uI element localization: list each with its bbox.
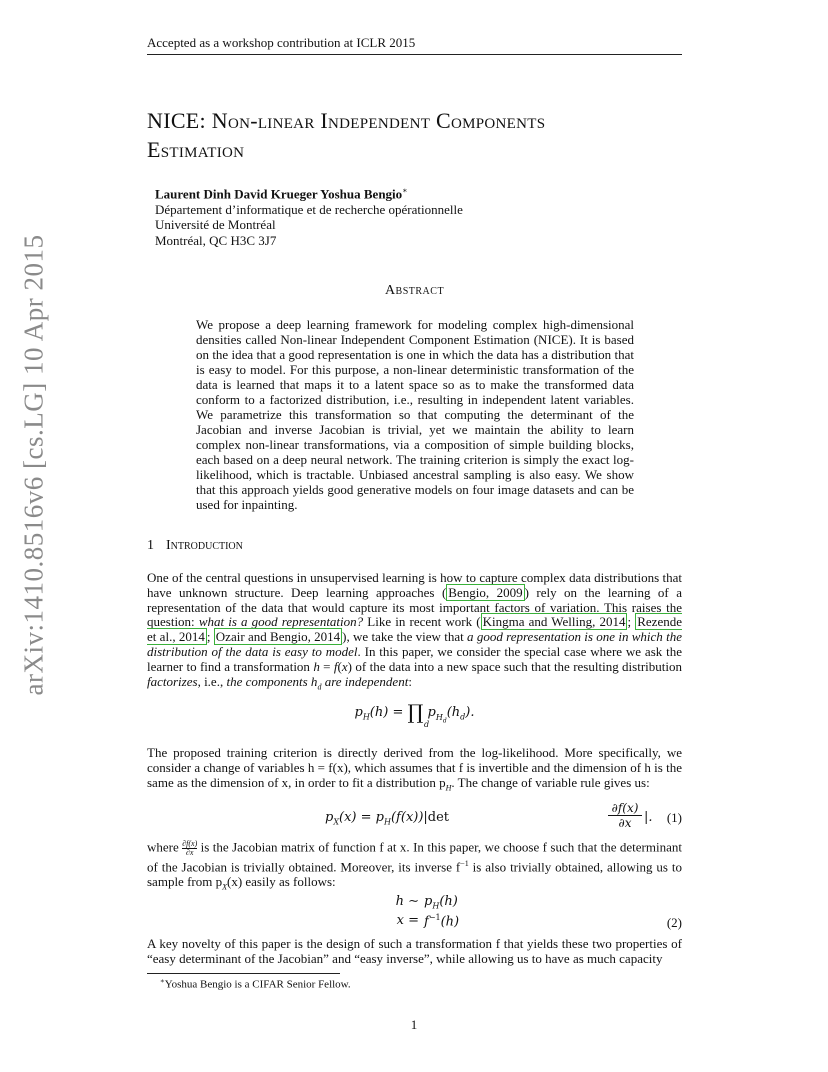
text-run: where bbox=[147, 839, 183, 855]
text-run: the components h bbox=[226, 673, 318, 689]
citation-link[interactable]: Ozair and Bengio, 2014 bbox=[215, 629, 341, 645]
title-line1-words: on-linear Independent Components bbox=[227, 108, 546, 133]
affiliation-line: Université de Montréal bbox=[155, 217, 276, 233]
intro-paragraph-1: One of the central questions in unsupervised learning is how to capture complex data distributions that have unknown structure. Deep learning approaches ( Bengio, 2009 ) rely on the learning of a representation of the data that would capture its most important factors of variation. This raises the question: what is a good representation? Like in recent work ( Kingma and Welling, 2014 ; Rezende et al., 2014 ; Ozair and Bengio, 2014 ), we take the view that a good representation is one in which the distribution of the data is easy to model. In this paper, we consider the special case where we ask the learner to find a transformation h = f(x) of the data into a new space such that the resulting distribution factorizes, i.e., the components $h_d$ are independent: bbox=[147, 570, 683, 692]
equation-product: $p_H(h)$ = ∏ $p_{H_d}(h_d)$. d bbox=[354, 700, 475, 729]
text-run: is also trivially obtained, allowing us to sample from p bbox=[147, 859, 682, 890]
text-run: are independent bbox=[321, 673, 409, 689]
text-run: Like in recent work ( bbox=[363, 614, 481, 630]
page-number: 1 bbox=[410, 1017, 418, 1032]
intro-paragraph-2: The proposed training criterion is directly derived from the log-likelihood. More specifically, we consider a change of variables h = f(x), which assumes that f is invertible and the dimension of h is the same as the dimension of x, in order to fit a distribution $p_H$. The change of variable rule gives us: bbox=[147, 745, 682, 793]
text-run: is the Jacobian matrix of function f at x. In this paper, we choose f such that the determinant of the Jacobian is trivially obtained. Moreover, its inverse f bbox=[147, 839, 682, 875]
text-run: of the data into a new space such that the resulting distribution bbox=[352, 658, 683, 674]
equation-number: (2) bbox=[666, 915, 682, 930]
section-title: Introduction bbox=[166, 538, 243, 553]
citation-link[interactable]: Bengio, 2009 bbox=[448, 584, 523, 600]
author-footnote-mark: ∗ bbox=[402, 186, 408, 195]
text-run: ) rely on the learning of a representation of the data that would capture its most important factors of variation. This raises the question: bbox=[147, 584, 682, 630]
affiliation-line: Département d’informatique et de recherche opérationnelle bbox=[155, 201, 463, 217]
text-run: what is a good representation? bbox=[198, 614, 364, 630]
text-run: The proposed training criterion is directly derived from the log-likelihood. More specifically, we consider a change of variables h = f(x), which assumes that f is invertible and the dimension of h is the same as the dimension of x, in order to fit a distribution p bbox=[147, 745, 682, 790]
arxiv-id-text: arXiv:1410.8516v6 [cs.LG] 10 Apr 2015 bbox=[18, 234, 49, 696]
abstract-text: We propose a deep learning framework for modeling complex high-dimensional densities called Non-linear Independent Component Estimation (NICE). It is based on the idea that a good representation is one in which the data has a distribution that is easy to model. For this purpose, a non-linear deterministic transformation of the data is learned that maps it to a latent space so as to make the transformed data conform to a factorized distribution, i.e., resulting in independent latent variables. We parametrize this transformation so that computing the determinant of the Jacobian and inverse Jacobian is trivial, yet we maintain the ability to learn complex non-linear transformations, via a composition of simple building blocks, each based on a deep neural network. The training criterion is simply the exact log-likelihood, which is tractable. Unbiased ancestral sampling is also easy. We show that this approach yields good generative models on four image datasets and can be used for inpainting. bbox=[196, 317, 634, 512]
text-run: ), we take the view that bbox=[342, 629, 468, 645]
intro-paragraph-3: where $\frac{\partial f(x)}{\partial x}$ is the Jacobian matrix of function f at x. In this paper, we choose f such that the determinant of the Jacobian is trivially obtained. Moreover, its inverse $f^{-1}$ is also trivially obtained, allowing us to sample from $p_X(x)$ easily as follows: bbox=[147, 839, 682, 892]
running-header: Accepted as a workshop contribution at ICLR 2015 bbox=[147, 35, 682, 55]
section-number: 1 bbox=[147, 538, 154, 553]
title-line1-lead: NICE: N bbox=[147, 108, 228, 133]
text-run: factorizes bbox=[147, 673, 198, 689]
section-heading bbox=[147, 538, 243, 554]
text-run: , i.e., bbox=[197, 673, 227, 689]
text-run: (x) easily as follows: bbox=[226, 874, 336, 890]
author-block bbox=[155, 183, 463, 248]
author-names bbox=[155, 183, 463, 202]
text-run: a good representation is one in which the distribution of the data is easy to model bbox=[147, 629, 682, 659]
equation-number: (1) bbox=[666, 810, 682, 825]
abstract-heading: Abstract bbox=[384, 283, 445, 298]
title-line2: Estimation bbox=[147, 137, 245, 162]
citation-link[interactable]: Rezende et al., 2014 bbox=[147, 614, 682, 645]
intro-paragraph-4: A key novelty of this paper is the design of such a transformation f that yields these two properties of “easy determinant of the Jacobian” and “easy inverse”, while allowing us to have as much capacity bbox=[147, 936, 682, 966]
text-run: One of the central questions in unsupervised learning is how to capture complex data distributions that have unknown structure. Deep learning approaches ( bbox=[147, 570, 682, 600]
footnote bbox=[160, 977, 351, 991]
affiliation-line: Montréal, QC H3C 3J7 bbox=[155, 232, 277, 248]
author-names-text: Laurent Dinh David Krueger Yoshua Bengio bbox=[155, 186, 403, 202]
text-run: . The change of variable rule gives us: bbox=[451, 774, 650, 790]
footnote-divider bbox=[147, 973, 340, 974]
footnote-mark: ∗ bbox=[160, 977, 165, 985]
paper-page: Accepted as a workshop contribution at ICLR 2015 arXiv:1410.8516v6 [cs.LG] 10 Apr 2015 NICE: Non-linear Independent Components Estimation Laurent Dinh David Krueger Yoshua Bengio∗ Département d’informatique et de recherche opérationnelle Université de Montréal Montréal, QC H3C 3J7 Abstract We propose a deep learning framework for modeling complex high-dimensional densities called Non-linear Independent Component Estimation (NICE). It is based on the idea that a good representation is one in which the data has a distribution that is easy to model. For this purpose, a non-linear deterministic transformation of the data is learned that maps it to a latent space so as to make the transformed data conform to a factorized distribution, i.e., resulting in independent latent variables. We parametrize this transformation so that computing the determinant of the Jacobian and inverse Jacobian is trivial, yet we maintain the ability to learn complex non-linear transformations, via a composition of simple building blocks, each based on a deep neural network. The training criterion is simply the exact log-likelihood, which is tractable. Unbiased ancestral sampling is also easy. We show that this approach yields good generative models on four image datasets and can be used for inpainting. 1 Introduction One of the central questions in unsupervised learning is how to capture complex data distributions that have unknown structure. Deep learning approaches ( Bengio, 2009 ) rely on the learning of a representation of the data that would capture its most important factors of variation. This raises the question: what is a good representation? Like in recent work ( Kingma and Welling, 2014 ; Rezende et al., 2014 ; Ozair and Bengio, 2014 ), we take the view that a good representation is one in which the distribution of the data is easy to model. In this paper, we consider the special case where we ask the learner to find a transformation h = f(x) of the data into a new space such that the resulting distribution factorizes, i.e., the components $h_d$ are independent: $p_H(h)$ = ∏ $p_{H_d}(h_d)$. d The proposed training criterion is directly derived from the log-likelihood. More specifically, we consider a change of variables h = f(x), which assumes that f is invertible and the dimension of h is the same as the dimension of x, in order to fit a distribution $p_H$. The change of variable rule gives us: $p_X(x) = p_H(f(x))|\det$ ∂f(x) ∂x |. (1) where $\frac{\partial f(x)}{\partial x}$ is the Jacobian matrix of function f at x. In this paper, we choose f such that the determinant of the Jacobian is trivially obtained. Moreover, its inverse $f^{-1}$ is also trivially obtained, allowing us to sample from $p_X(x)$ easily as follows: h ∼ $p_H(h)$ x = $f^{-1}(h)$ (2) A key novelty of this paper is the design of such a transformation f that yields these two properties of “easy determinant of the Jacobian” and “easy inverse”, while allowing us to have as much capacity ∗Yoshua Bengio is a CIFAR Senior Fellow. 1 bbox=[0, 0, 828, 1072]
text-run: . In this paper, we consider the special case where we ask the learner to find a transformation bbox=[147, 643, 683, 674]
citation-link[interactable]: Kingma and Welling, 2014 bbox=[482, 614, 626, 630]
paper-title bbox=[147, 106, 682, 164]
footnote-text: Yoshua Bengio is a CIFAR Senior Fellow. bbox=[164, 978, 351, 991]
